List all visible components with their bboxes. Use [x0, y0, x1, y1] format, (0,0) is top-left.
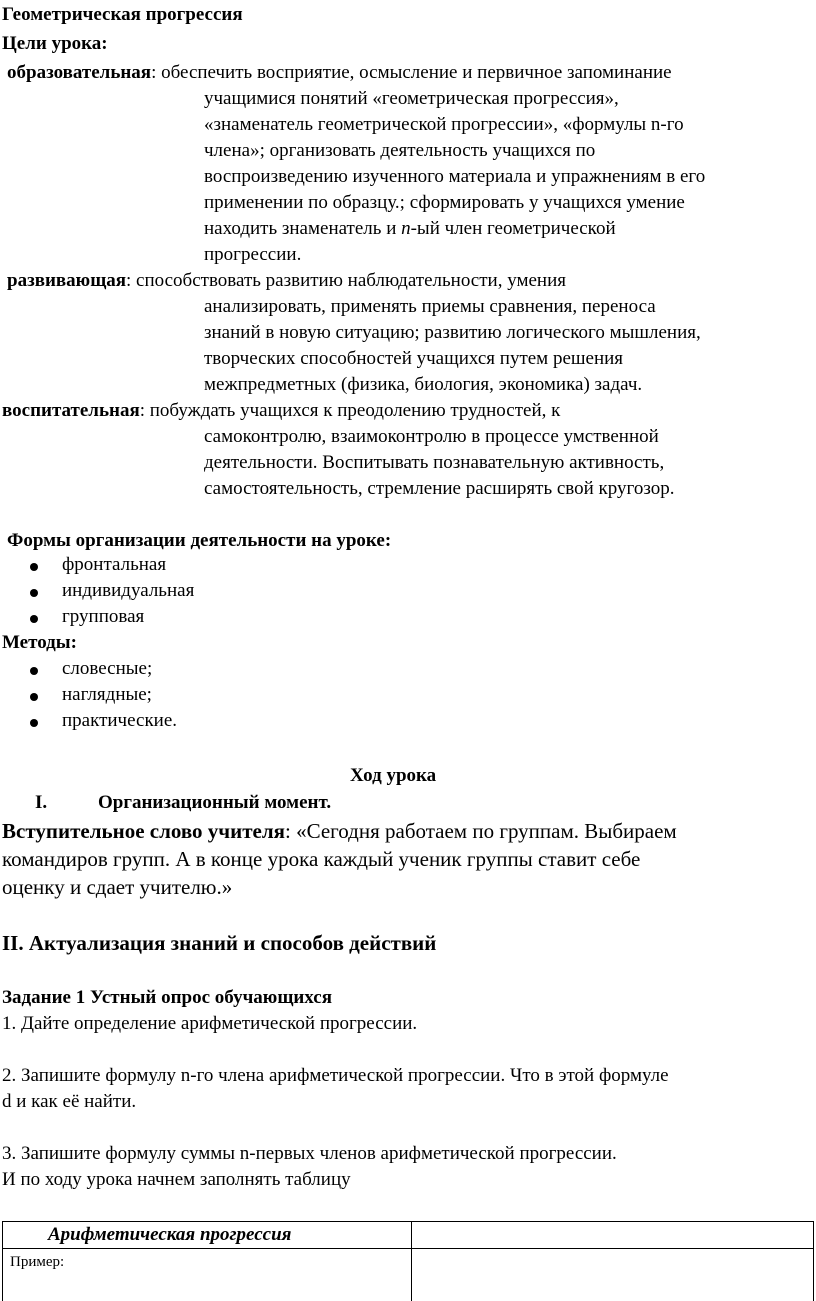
- intro-label: Вступительное слово учителя: [2, 819, 286, 843]
- goal-upbringing-label: воспитательная: [2, 400, 140, 421]
- bullet-icon: [30, 667, 38, 675]
- question-1: 1. Дайте определение арифметической прогрессии.: [2, 1013, 418, 1034]
- bullet-icon: [30, 719, 38, 727]
- bullet-icon: [30, 693, 38, 701]
- table-header-arithmetic: Арифметическая прогрессия: [48, 1224, 292, 1245]
- goal-developing-line-3: знаний в новую ситуацию; развитию логического мышления,: [204, 322, 701, 343]
- table-border-right: [813, 1221, 814, 1301]
- question-2-line-1: 2. Запишите формулу n-го члена арифметической прогрессии. Что в этой формуле: [2, 1065, 669, 1086]
- methods-item-2: наглядные;: [62, 684, 152, 705]
- methods-item-3: практические.: [62, 710, 178, 731]
- goal-educational-label: образовательная: [7, 62, 152, 83]
- goal-developing-line-2: анализировать, применять приемы сравнения, переноса: [204, 296, 656, 317]
- methods-item-1: словесные;: [62, 658, 153, 679]
- forms-heading: Формы организации деятельности на уроке:: [7, 530, 392, 551]
- closing-text: И по ходу урока начнем заполнять таблицу: [2, 1169, 351, 1190]
- goal-educational-line-7: находить знаменатель и n-ый член геометрической: [204, 218, 616, 239]
- section-1-numeral: I.: [35, 792, 48, 813]
- table-column-divider: [411, 1221, 412, 1301]
- forms-item-3: групповая: [62, 606, 145, 627]
- bullet-icon: [30, 589, 38, 597]
- question-3: 3. Запишите формулу суммы n-первых членов арифметической прогрессии.: [2, 1143, 617, 1164]
- table-border-top: [2, 1221, 814, 1222]
- goal-educational-line-5: воспроизведению изученного материала и упражнениям в его: [204, 166, 706, 187]
- table-cell-example: Пример:: [10, 1254, 65, 1270]
- goal-upbringing-line-4: самостоятельность, стремление расширять свой кругозор.: [204, 478, 675, 499]
- table-row-divider: [2, 1248, 814, 1249]
- table-border-left: [2, 1221, 3, 1301]
- goal-educational-line-6: применении по образцу.; сформировать у учащихся умение: [204, 192, 685, 213]
- lesson-heading: Ход урока: [350, 765, 437, 786]
- goal-developing-label: развивающая: [7, 270, 127, 291]
- intro-line-1: Вступительное слово учителя: «Сегодня работаем по группам. Выбираем: [2, 819, 677, 843]
- goal-developing-line-1: развивающая: способствовать развитию наблюдательности, умения: [7, 270, 566, 291]
- methods-heading: Методы:: [2, 632, 77, 653]
- goals-heading: Цели урока:: [2, 33, 108, 54]
- goal-educational-line-4: члена»; организовать деятельность учащихся по: [204, 140, 596, 161]
- goal-educational-line-3: «знаменатель геометрической прогрессии», «формулы n-го: [204, 114, 684, 135]
- intro-line-3: оценку и сдает учителю.»: [2, 875, 233, 899]
- page-title: Геометрическая прогрессия: [2, 4, 243, 25]
- section-1-title: Организационный момент.: [98, 792, 332, 813]
- goal-upbringing-line-2: самоконтролю, взаимоконтролю в процессе умственной: [204, 426, 659, 447]
- bullet-icon: [30, 563, 38, 571]
- intro-line-2: командиров групп. А в конце урока каждый ученик группы ставит себе: [2, 847, 641, 871]
- bullet-icon: [30, 615, 38, 623]
- task-1-title: Задание 1 Устный опрос обучающихся: [2, 987, 332, 1008]
- goal-developing-line-4: творческих способностей учащихся путем решения: [204, 348, 624, 369]
- forms-item-1: фронтальная: [62, 554, 167, 575]
- goal-upbringing-line-1: воспитательная: побуждать учащихся к преодолению трудностей, к: [2, 400, 561, 421]
- section-2-title: II. Актуализация знаний и способов действий: [2, 931, 437, 955]
- goal-educational-line-2: учащимися понятий «геометрическая прогрессия»,: [204, 88, 619, 109]
- question-2-line-2: d и как её найти.: [2, 1091, 137, 1112]
- forms-item-2: индивидуальная: [62, 580, 195, 601]
- goal-educational-line-1: образовательная: обеспечить восприятие, осмысление и первичное запоминание: [7, 62, 672, 83]
- goal-educational-line-8: прогрессии.: [204, 244, 302, 265]
- goal-upbringing-line-3: деятельности. Воспитывать познавательную активность,: [204, 452, 665, 473]
- goal-developing-line-5: межпредметных (физика, биология, экономика) задач.: [204, 374, 643, 395]
